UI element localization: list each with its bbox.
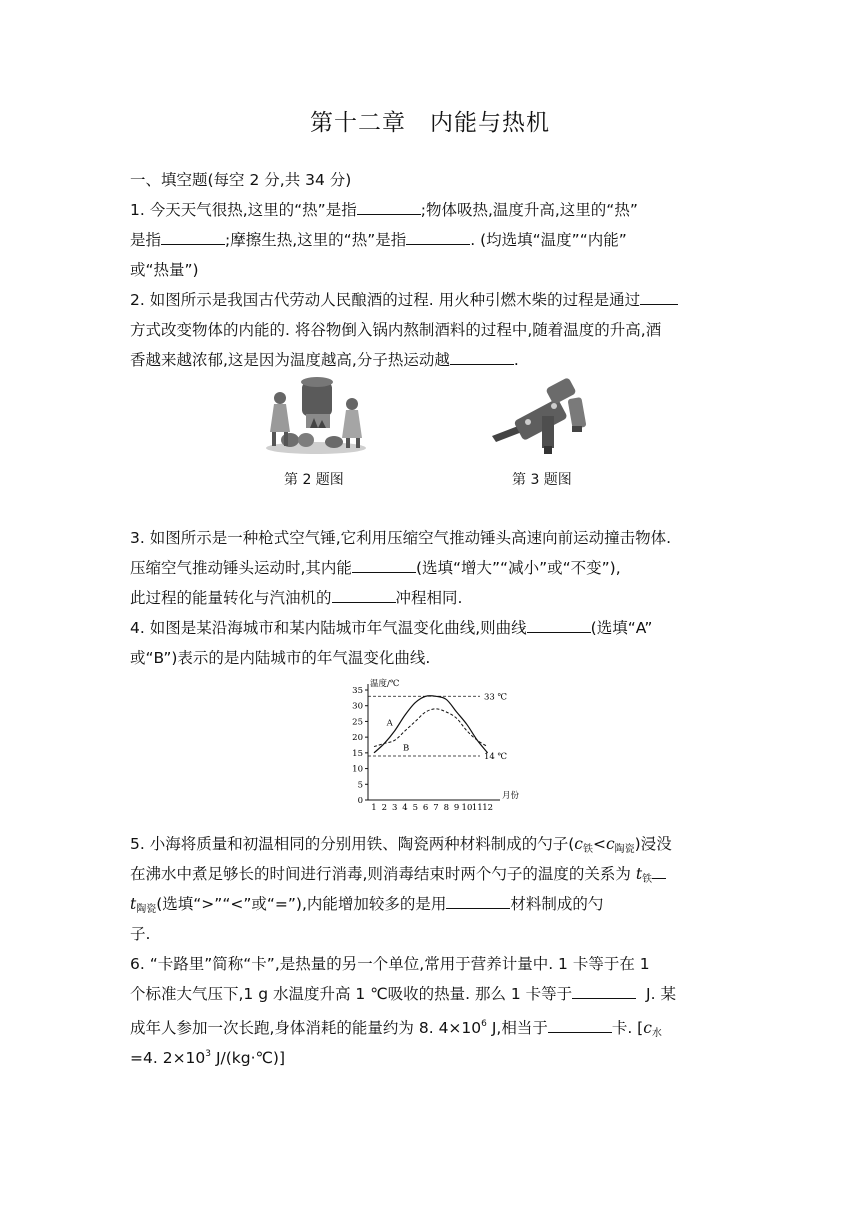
q3-text: 压缩空气推动锤头运动时,其内能 [130, 559, 352, 577]
answer-blank[interactable] [352, 556, 416, 573]
q1-text: ;物体吸热,温度升高,这里的“热” [420, 201, 638, 219]
q6-text: 成年人参加一次长跑,身体消耗的能量约为 8. 4×10 [130, 1019, 482, 1037]
less-than-sign: < [592, 835, 606, 853]
q6-text: =4. 2×10 [130, 1049, 206, 1067]
question-5-line-2 [130, 862, 666, 892]
answer-blank[interactable] [161, 228, 225, 245]
x-tick-label: 12 [482, 803, 494, 812]
x-tick-label: 2 [381, 803, 388, 812]
q6-text: J,相当于 [486, 1019, 548, 1037]
subscript-ceramic: 陶瓷 [614, 844, 635, 855]
question-3-line-2 [130, 556, 621, 580]
question-4-line-2: 或“B”)表示的是内陆城市的年气温变化曲线. [130, 649, 431, 667]
answer-blank[interactable] [652, 862, 666, 879]
temperature-symbol: t [130, 895, 137, 913]
question-3-line-3 [130, 586, 462, 610]
q2-text: 香越来越浓郁,这是因为温度越高,分子热运动越 [130, 351, 450, 369]
answer-blank[interactable] [332, 586, 396, 603]
answer-blank[interactable] [572, 982, 636, 999]
q5-text: (选填“>”“<”或“=”),内能增加较多的是用 [156, 895, 447, 913]
answer-blank[interactable] [357, 198, 421, 215]
q5-text: 在沸水中煮足够长的时间进行消毒,则消毒结束时两个勺子的温度的关系为 [130, 865, 631, 883]
q5-text: )浸没 [634, 835, 672, 853]
question-3-line-1: 3. 如图所示是一种枪式空气锤,它利用压缩空气推动锤头高速向前运动撞击物体. [130, 529, 672, 547]
question-5-line-3 [130, 892, 603, 922]
y-tick-label: 5 [357, 780, 363, 791]
y-tick-label: 10 [352, 764, 363, 775]
exponent: 6 [481, 1019, 487, 1029]
answer-blank[interactable] [640, 288, 678, 305]
q3-text: (选填“增大”“减小”或“不变”), [415, 559, 621, 577]
answer-blank[interactable] [527, 616, 591, 633]
q6-text: J/(kg·℃)] [211, 1049, 286, 1067]
question-1-line-1 [130, 198, 638, 222]
x-tick-label: 3 [391, 803, 398, 812]
y-axis-label: 温度/℃ [370, 679, 400, 689]
page-title: 第十二章 内能与热机 [310, 110, 550, 136]
reference-line-label: 33 ℃ [484, 692, 508, 703]
reference-line-label: 14 ℃ [484, 752, 508, 762]
question-6-line-3 [130, 1012, 662, 1046]
x-tick-label: 11 [471, 803, 483, 812]
winemaking-illustration [262, 374, 370, 456]
subscript-iron: 铁 [582, 844, 593, 855]
section-heading: 一、填空题(每空 2 分,共 34 分) [130, 171, 352, 189]
q5-text: 材料制成的勺 [510, 895, 604, 913]
answer-blank[interactable] [446, 892, 510, 909]
y-tick-label: 20 [352, 733, 363, 744]
subscript-ceramic: 陶瓷 [136, 904, 157, 915]
q2-text: 2. 如图所示是我国古代劳动人民酿酒的过程. 用火种引燃木柴的过程是通过 [130, 291, 641, 309]
question-2-line-2: 方式改变物体的内能的. 将谷物倒入锅内熬制酒料的过程中,随着温度的升高,酒 [130, 321, 662, 339]
y-tick-label: 30 [352, 701, 363, 712]
y-tick-label: 0 [357, 796, 363, 806]
q2-text: . [513, 351, 519, 369]
q4-text: 4. 如图是某沿海城市和某内陆城市年气温变化曲线,则曲线 [130, 619, 527, 637]
question-6-line-4 [130, 1042, 285, 1070]
figure-2-caption: 第 2 题图 [284, 472, 344, 488]
exponent: 3 [205, 1049, 212, 1059]
y-tick-label: 15 [352, 748, 363, 759]
question-5-line-4: 子. [130, 925, 151, 943]
question-5-line-1 [130, 832, 672, 862]
x-tick-label: 10 [461, 803, 473, 812]
series-a-label: A [386, 718, 393, 729]
x-tick-label: 5 [412, 803, 419, 812]
air-hammer-illustration [488, 376, 600, 456]
x-tick-label: 4 [402, 803, 408, 812]
y-tick-label: 25 [352, 717, 363, 728]
question-6-line-2 [130, 982, 676, 1006]
series-b-label: B [402, 743, 410, 754]
y-tick-label: 35 [352, 686, 363, 696]
temperature-chart [340, 678, 520, 812]
q1-text: 是指 [130, 231, 162, 249]
question-6-line-1: 6. “卡路里”简称“卡”,是热量的另一个单位,常用于营养计量中. 1 卡等于在 1 [130, 955, 650, 973]
q3-text: 此过程的能量转化与汽油机的 [130, 589, 332, 607]
question-4-line-1 [130, 616, 652, 640]
answer-blank[interactable] [450, 348, 514, 365]
temperature-symbol: t [635, 865, 643, 883]
answer-blank[interactable] [406, 228, 470, 245]
question-2-line-3 [130, 348, 519, 372]
question-1-line-2 [130, 228, 627, 252]
q1-text: 1. 今天天气很热,这里的“热”是指 [130, 201, 357, 219]
q1-text: . (均选填“温度”“内能” [470, 231, 627, 249]
subscript-iron: 铁 [642, 874, 653, 885]
x-axis-label: 月份 [502, 791, 520, 801]
question-1-line-3: 或“热量”) [130, 261, 199, 279]
answer-blank[interactable] [548, 1016, 612, 1033]
x-tick-label: 8 [443, 803, 450, 812]
x-tick-label: 1 [371, 803, 377, 812]
specific-heat-symbol: c [643, 1019, 652, 1037]
q1-text: ;摩擦生热,这里的“热”是指 [225, 231, 407, 249]
q3-text: 冲程相同. [395, 589, 463, 607]
q5-text: 5. 小海将质量和初温相同的分别用铁、陶瓷两种材料制成的勺子( [130, 835, 575, 853]
figure-3-caption: 第 3 题图 [512, 472, 572, 488]
subscript-water: 水 [651, 1028, 662, 1039]
q6-text: J. 某 [646, 985, 676, 1003]
x-tick-label: 6 [422, 803, 429, 812]
question-2-line-1 [130, 288, 678, 312]
q6-text: 个标准大气压下,1 g 水温度升高 1 ℃吸收的热量. 那么 1 卡等于 [130, 985, 573, 1003]
q6-text: 卡. [ [611, 1019, 644, 1037]
specific-heat-symbol: c [574, 835, 583, 853]
x-tick-label: 9 [453, 803, 460, 812]
q4-text: (选填“A” [590, 619, 653, 637]
specific-heat-symbol: c [605, 835, 615, 853]
x-tick-label: 7 [433, 803, 439, 812]
